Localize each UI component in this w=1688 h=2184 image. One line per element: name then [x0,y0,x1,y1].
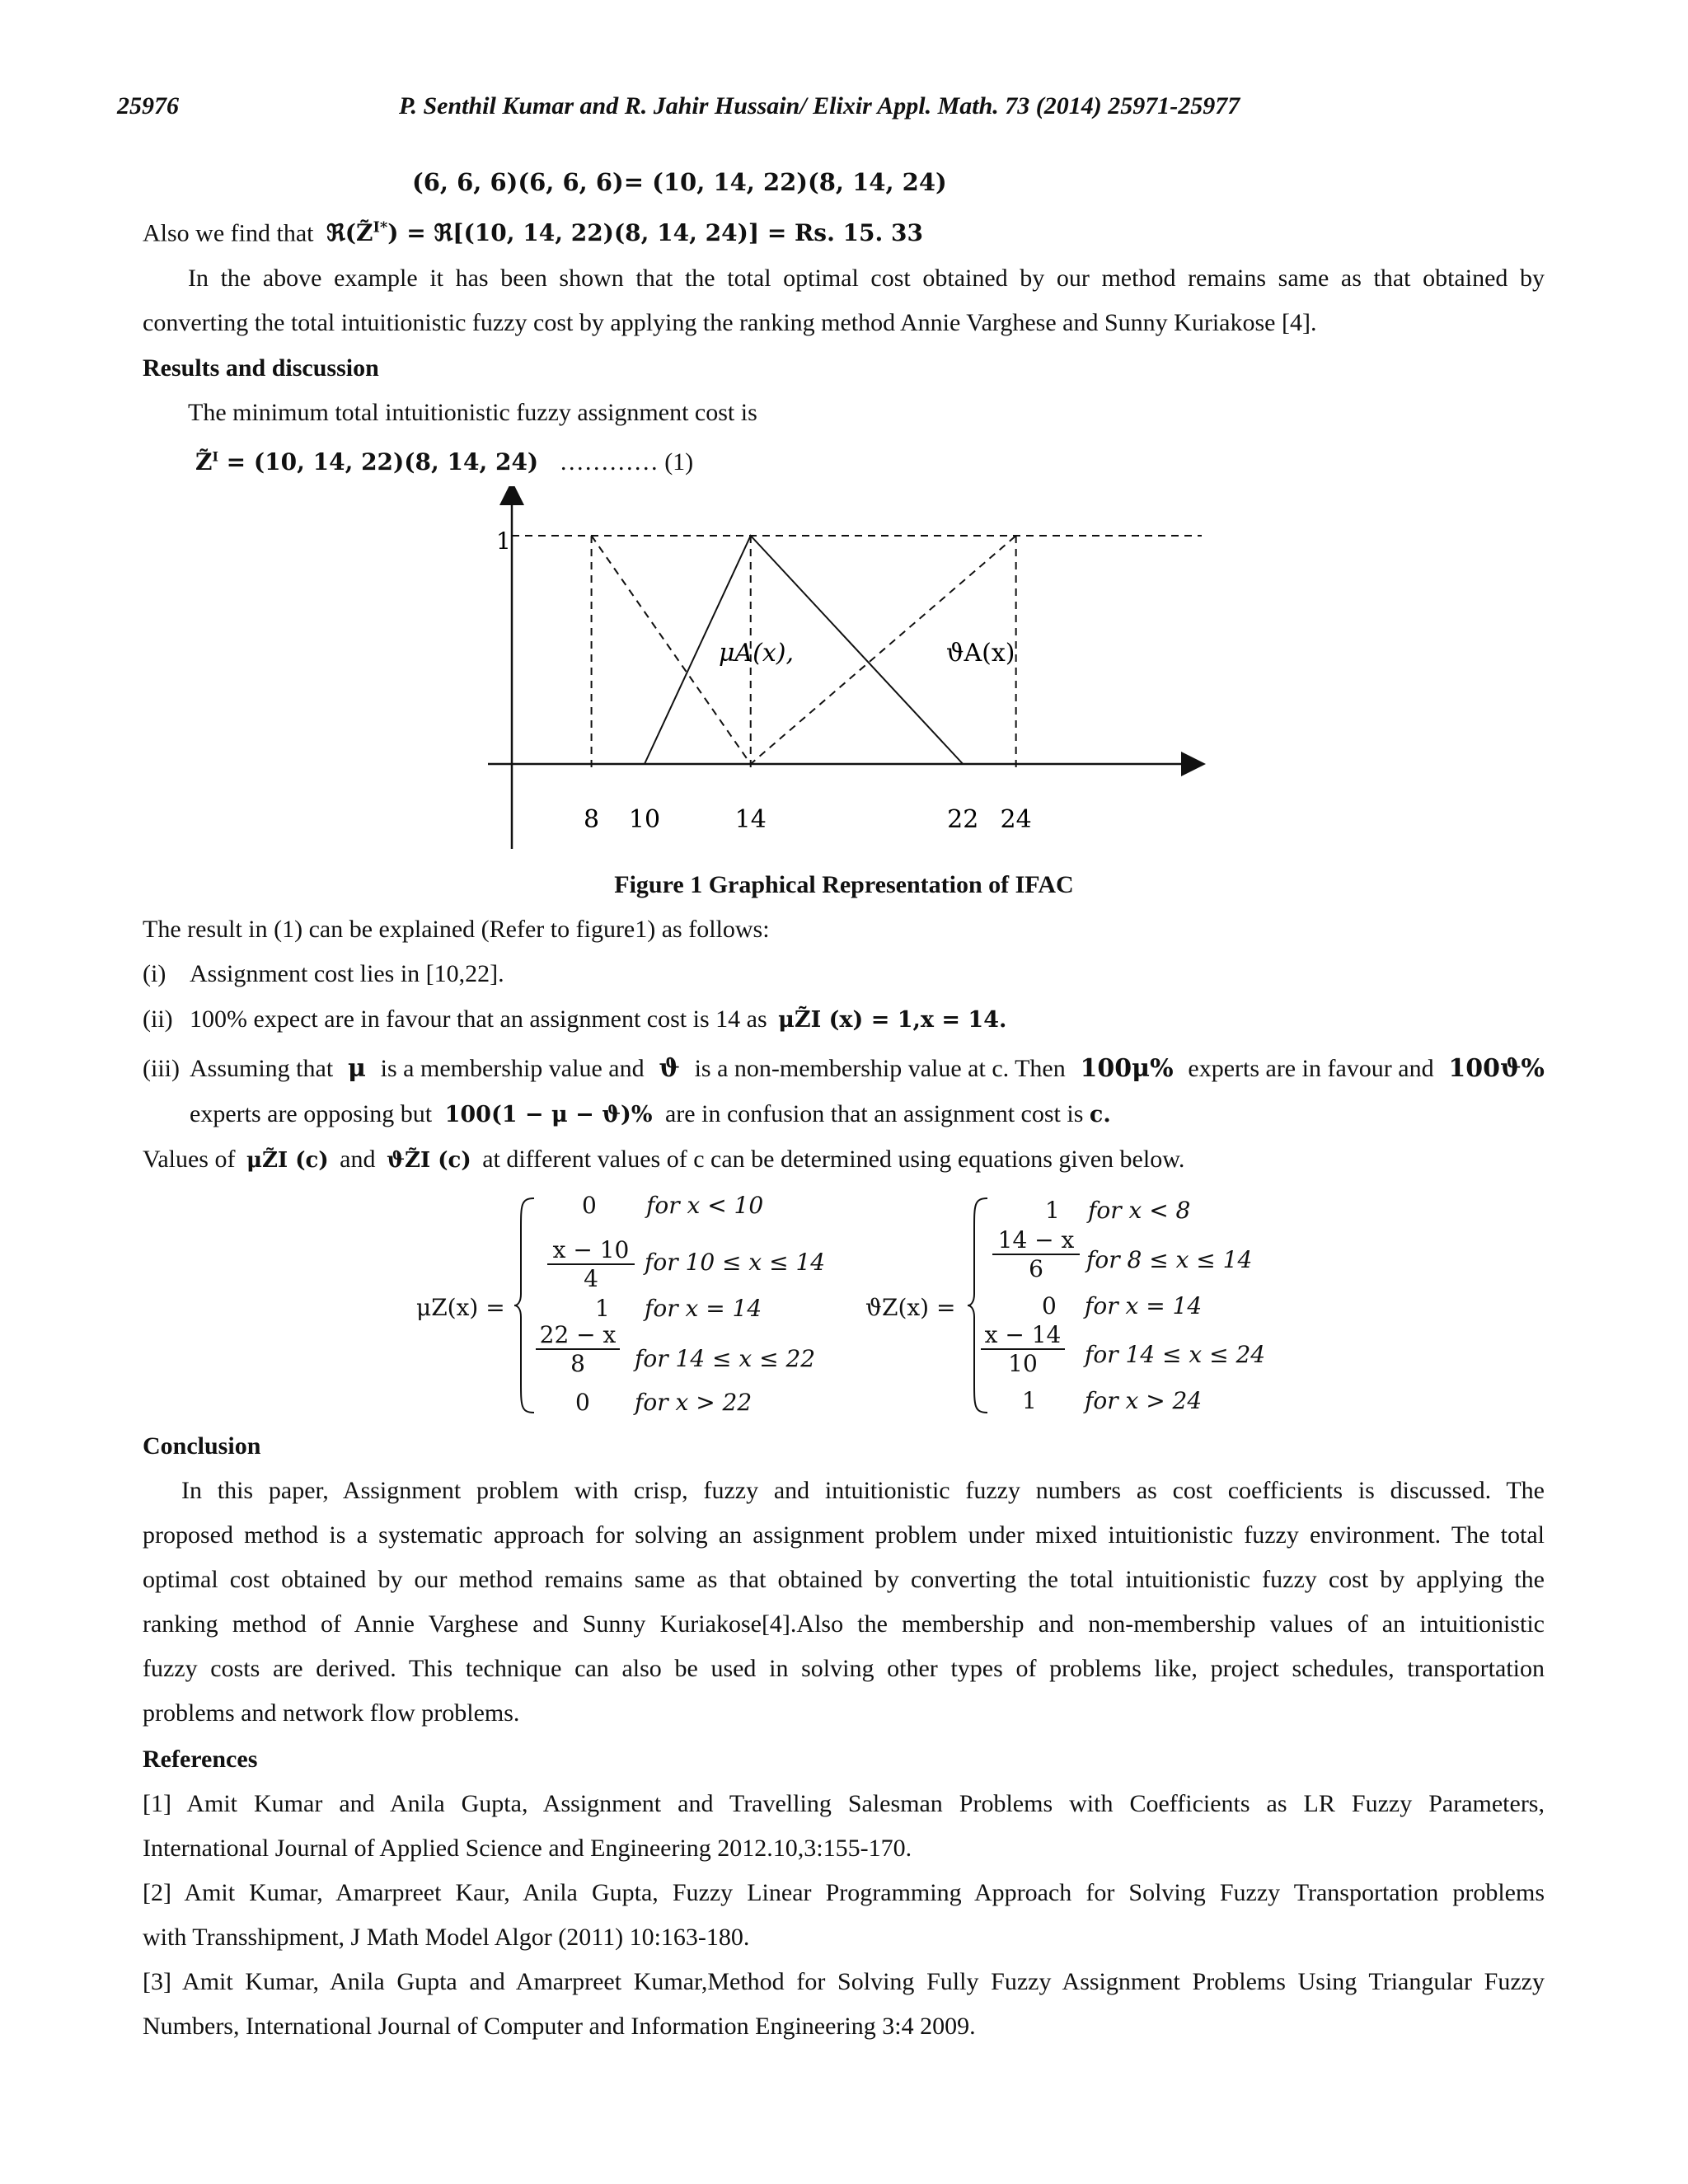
reference-1-line-2: International Journal of Applied Science and Engineering 2012.10,3:155-170. [143,1835,912,1862]
also-prefix: Also we find that [143,219,314,247]
conclusion-line-3: optimal cost obtained by our method remains same as that obtained by converting the total intuitionistic fuzzy cost by applying the [143,1566,1545,1593]
para-example-line2: converting the total intuitionistic fuzzy cost by applying the ranking method Annie Varghese and Sunny Kuriakose [4]. [143,309,1317,336]
mu-row4-condition: for 14 ≤ x ≤ 22 [635,1345,816,1372]
nu-row5-value: 1 [1022,1387,1037,1414]
item-iii-line1: Assuming that μ is a membership value and ϑ is a non-membership value at c. Then 100μ% experts are in favour and 100ϑ% [190,1054,1545,1083]
item-i-text: Assignment cost lies in [10,22]. [190,960,504,987]
values-line: Values of μZ̃I (c) and ϑZ̃I (c) at different values of c can be determined using equations given below. [143,1146,1185,1173]
also-line [143,206,923,255]
nu-row3-value: 0 [1042,1292,1057,1319]
equation-tag: ………… (1) [559,448,694,476]
results-intro: The minimum total intuitionistic fuzzy assignment cost is [188,399,757,426]
x-tick-label-10: 10 [628,805,661,834]
conclusion-line-4: ranking method of Annie Varghese and Sunny Kuriakose[4].Also the membership and non-membership values of an intuitionistic [143,1610,1545,1638]
conclusion-line-2: proposed method is a systematic approach for solving an assignment problem under mixed intuitionistic fuzzy environment. The total [143,1521,1545,1549]
mu-row1-condition: for x < 10 [646,1192,764,1219]
y-tick-label: 1 [496,527,511,555]
reference-3-line-1: [3] Amit Kumar, Anila Gupta and Amarpreet Kumar,Method for Solving Fully Fuzzy Assignment Problems Using Triangular Fuzzy [143,1968,1545,1995]
explain-intro: The result in (1) can be explained (Refer to figure1) as follows: [143,916,770,943]
nu-series-label: ϑA(x) [946,639,1015,668]
mu-brace [513,1197,537,1414]
nu-row1-condition: for x < 8 [1088,1197,1191,1224]
mu-definition-lhs: μZ(x) = [416,1294,505,1321]
figure-caption: Figure 1 Graphical Representation of IFAC [614,871,1074,898]
reference-1-line-1: [1] Amit Kumar and Anila Gupta, Assignment and Travelling Salesman Problems with Coefficients as LR Fuzzy Parameters, [143,1790,1545,1817]
conclusion-line-1: In this paper, Assignment problem with crisp, fuzzy and intuitionistic fuzzy numbers as cost coefficients is discussed. The [181,1477,1545,1504]
mu-row2-condition: for 10 ≤ x ≤ 14 [645,1249,826,1276]
equation-top: (6, 6, 6)(6, 6, 6)= (10, 14, 22)(8, 14, 24) [412,168,947,196]
mu-row3-value: 1 [595,1295,610,1322]
nu-row5-condition: for x > 24 [1085,1387,1203,1414]
conclusion-line-6: problems and network flow problems. [143,1699,520,1727]
mu-row1-value: 0 [582,1192,597,1219]
ranking-expression: ℜ(Z̃$^{I*}$) = ℜ[(10, 14, 22)(8, 14, 24)] = Rs. 15. 33 [326,219,923,247]
nu-row4-fraction: $\frac{x - 14}{10}$ [981,1321,1065,1377]
nu-row1-value: 1 [1045,1197,1060,1224]
mu-row5-condition: for x > 22 [635,1389,753,1416]
running-title: P. Senthil Kumar and R. Jahir Hussain/ Elixir Appl. Math. 73 (2014) 25971-25977 [399,92,1240,120]
mu-row5-value: 0 [575,1389,590,1416]
nu-row2-fraction: $\frac{14 - x}{6}$ [992,1226,1080,1282]
item-ii-text: 100% expect are in favour that an assignment cost is 14 as μZ̃I (x) = 1,x = 14. [190,1005,1007,1033]
mu-series-label: μA(x), [719,639,795,668]
item-iii-number: (iii) [143,1055,180,1082]
results-heading: Results and discussion [143,354,379,382]
ifac-chart [462,486,1220,857]
nu-definition-lhs: ϑZ(x) = [865,1294,956,1321]
references-heading: References [143,1746,258,1773]
mu-membership-line [645,536,963,764]
x-tick-label-24: 24 [1000,805,1032,834]
x-tick-label-14: 14 [734,805,767,834]
item-ii-number: (ii) [143,1005,173,1033]
nu-row2-condition: for 8 ≤ x ≤ 14 [1086,1246,1253,1273]
nu-row3-condition: for x = 14 [1085,1292,1203,1319]
para-example-line1: In the above example it has been shown that the total optimal cost obtained by our method remains same as that obtained by [188,265,1545,292]
reference-2-line-1: [2] Amit Kumar, Amarpreet Kaur, Anila Gupta, Fuzzy Linear Programming Approach for Solving Fuzzy Transportation problems [143,1879,1545,1906]
item-i-number: (i) [143,960,166,987]
item-iii-line2: experts are opposing but 100(1 − μ − ϑ)% are in confusion that an assignment cost is c. [190,1100,1111,1127]
conclusion-heading: Conclusion [143,1432,261,1460]
conclusion-line-5: fuzzy costs are derived. This technique can also be used in solving other types of problems like, project schedules, transportation [143,1655,1545,1682]
x-tick-label-22: 22 [947,805,979,834]
mu-row3-condition: for x = 14 [645,1295,762,1322]
nu-brace [966,1197,991,1414]
page-number: 25976 [117,92,179,120]
nu-row4-condition: for 14 ≤ x ≤ 24 [1085,1341,1266,1368]
mu-row4-fraction: $\frac{22 - x}{8}$ [536,1321,620,1377]
mu-row2-fraction: $\frac{x - 10}{4}$ [547,1236,635,1292]
x-tick-label-8: 8 [584,805,600,834]
reference-2-line-2: with Transshipment, J Math Model Algor (2011) 10:163-180. [143,1924,750,1951]
results-equation: Z̃$^I$ = (10, 14, 22)(8, 14, 24) ………… (1) [195,448,694,476]
reference-3-line-2: Numbers, International Journal of Computer and Information Engineering 3:4 2009. [143,2013,976,2040]
